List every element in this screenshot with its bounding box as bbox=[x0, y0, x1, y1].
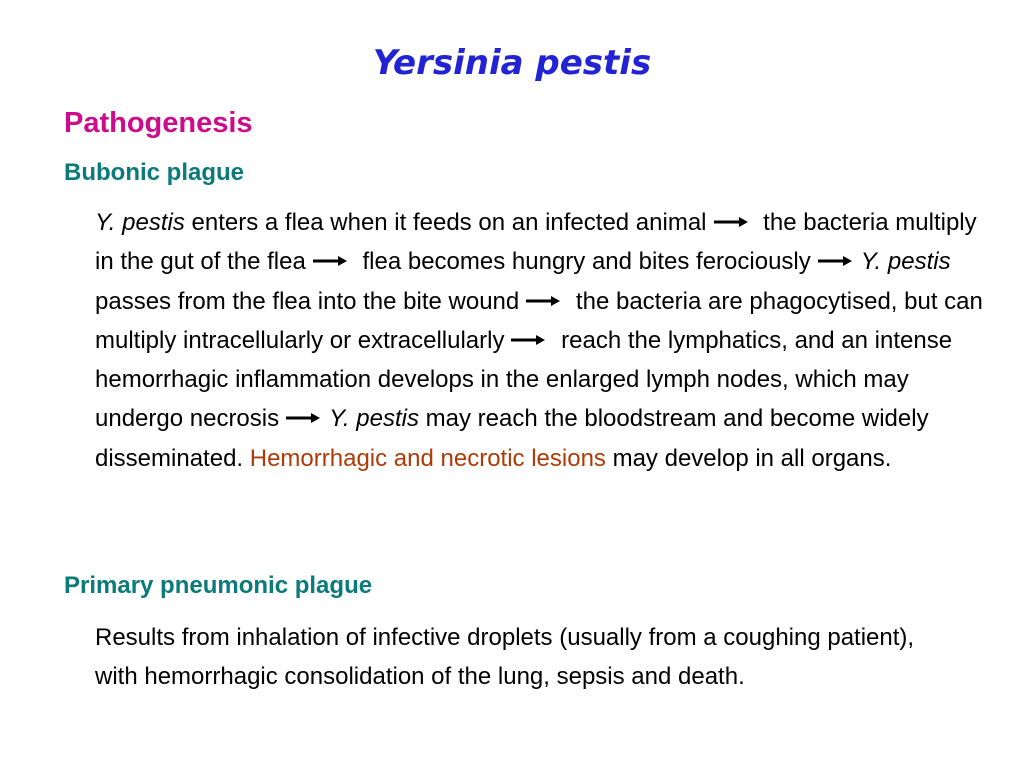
bubonic-heading: Bubonic plague bbox=[64, 159, 244, 186]
text-segment: flea becomes hungry and bites ferociously bbox=[355, 248, 811, 276]
text-segment: the bacteria multiply in the gut of the flea bbox=[95, 209, 977, 276]
species-name: Y. pestis bbox=[95, 209, 185, 236]
arrow-right-icon bbox=[510, 330, 546, 350]
species-name: Y. pestis bbox=[860, 248, 951, 276]
highlighted-text: Hemorrhagic and necrotic lesions bbox=[249, 444, 606, 472]
pneumonic-paragraph: Results from inhalation of infective droplets (usually from a coughing patient), with hemorrhagic consolidation of the lung, sepsis and death. bbox=[95, 624, 915, 691]
arrow-right-icon bbox=[285, 408, 321, 428]
text-segment: may reach the bloodstream and become widely disseminated. bbox=[95, 405, 929, 472]
slide-title: Yersinia pestis bbox=[372, 43, 652, 83]
text-segment: reach the lymphatics, and an intense hemorrhagic inflammation develops in the enlarged lymph nodes, which may undergo necrosis bbox=[95, 326, 953, 433]
pneumonic-heading: Primary pneumonic plague bbox=[64, 572, 373, 599]
text-segment: passes from the flea into the bite wound bbox=[95, 287, 520, 315]
arrow-right-icon bbox=[817, 251, 853, 271]
bubonic-paragraph bbox=[95, 203, 985, 478]
arrow-right-icon bbox=[525, 291, 561, 311]
text-segment: may develop in all organs. bbox=[605, 444, 892, 472]
species-name: Y. pestis bbox=[329, 405, 419, 433]
arrow-right-icon bbox=[312, 251, 348, 271]
section-heading: Pathogenesis bbox=[64, 107, 253, 139]
text-segment: the bacteria are phagocytised, but can multiply intracellularly or extracellularly bbox=[95, 287, 983, 354]
arrow-right-icon bbox=[713, 212, 749, 232]
text-segment: enters a flea when it feeds on an infected animal bbox=[184, 209, 707, 236]
